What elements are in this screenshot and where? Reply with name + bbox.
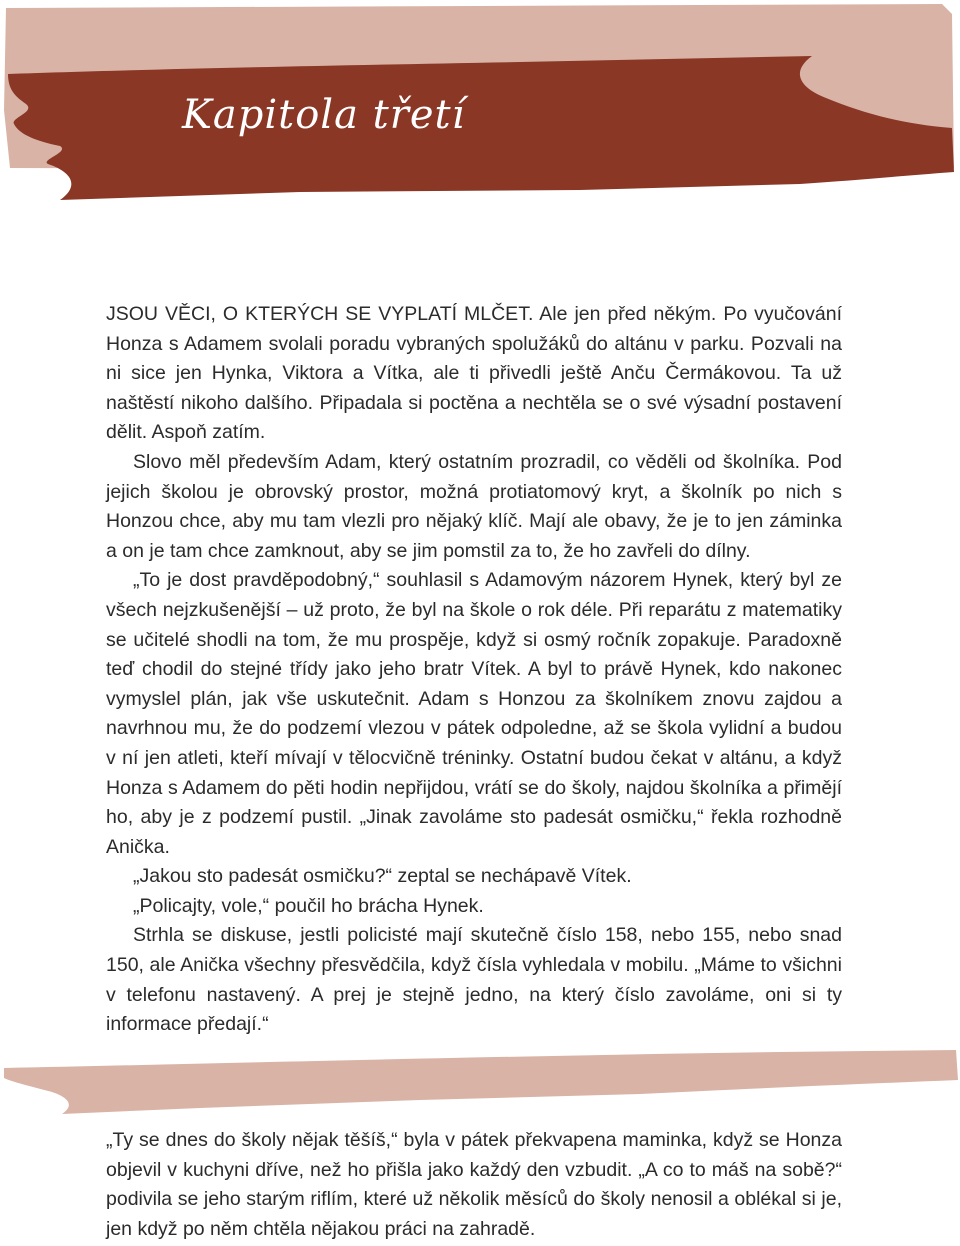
paragraph: „Ty se dnes do školy nějak těšíš,“ byla v pátek překvapena maminka, když se Honza objevil v kuchyni dříve, než ho přišla jako každý den vzbudit. „A co to máš na sobě?“ podivila se jeho starým riflím, které už několik měsíců do školy nenosil a oblékal si je, jen když po něm chtěla nějakou práci na zahradě. <box>106 1129 842 1240</box>
chapter-banner <box>0 0 960 240</box>
paragraph: „Policajty, vole,“ poučil ho brácha Hynek. <box>133 894 484 917</box>
paragraph: „Jakou sto padesát osmičku?“ zeptal se nechápavě Vítek. <box>133 865 632 888</box>
paragraph: Slovo měl především Adam, který ostatním prozradil, co věděli od školníka. Pod jejich školou je obrovský prostor, možná protiatomový kryt, a školník po nich s Honzou chce, aby mu tam vlezli pro nějaký klíč. Mají ale obavy, že je to jen záminka a on je tam chce zamknout, aby se jim pomstil za to, že ho zavřeli do dílny. <box>106 450 842 562</box>
paragraph: JSOU VĚCI, O KTERÝCH SE VYPLATÍ MLČET. Ale jen před někým. Po vyučování Honza s Adamem svolali poradu vybraných spolužáků do altánu v parku. Pozvali na ni sice jen Hynka, Viktora a Vítka, ale ti přivedli ještě Anču Čermákovou. Ta už naštěstí nikoho dalšího. Připadala si poctěna a nechtěla se o své výsadní postavení dělit. Aspoň zatím. <box>106 303 842 444</box>
paragraph: „To je dost pravděpodobný,“ souhlasil s Adamovým názorem Hynek, který byl ze všech nejzkušenější – už proto, že byl na škole o rok déle. Při reparátu z matematiky se učitelé shodli na tom, že mu prospěje, když si osmý ročník zopakuje. Paradoxně teď chodil do stejné třídy jako jeho bratr Vítek. A byl to právě Hynek, kdo nakonec vymyslel plán, jak vše uskutečnit. Adam s Honzou za školníkem znovu zajdou a navrhnou mu, že do podzemí vlezou v pátek odpoledne, až se škola vylidní a budou v ní jen atleti, kteří mívají v tělocvičně tréninky. Ostatní budou čekat v altánu, a když Honza s Adamem do pěti hodin nepřijdou, vrátí se do školy, najdou školníka a přimějí ho, aby je z podzemí pustil. „Jinak zavoláme sto padesát osmičku,“ řekla rozhodně Anička. <box>106 569 842 858</box>
divider-brush-stroke <box>4 1050 958 1114</box>
paragraph: Strhla se diskuse, jestli policisté mají skutečně číslo 158, nebo 155, nebo snad 150, ale Anička všechny přesvědčila, když čísla vyhledala v mobilu. „Máme to všichni v telefonu nastavený. A prej je stejně jedno, na který číslo zavoláme, oni si ty informace předají.“ <box>106 924 842 1036</box>
text-section-1 <box>106 300 842 1040</box>
text-section-2 <box>106 1126 842 1244</box>
section-divider <box>0 1040 960 1130</box>
chapter-title: Kapitola třetí <box>182 92 466 138</box>
